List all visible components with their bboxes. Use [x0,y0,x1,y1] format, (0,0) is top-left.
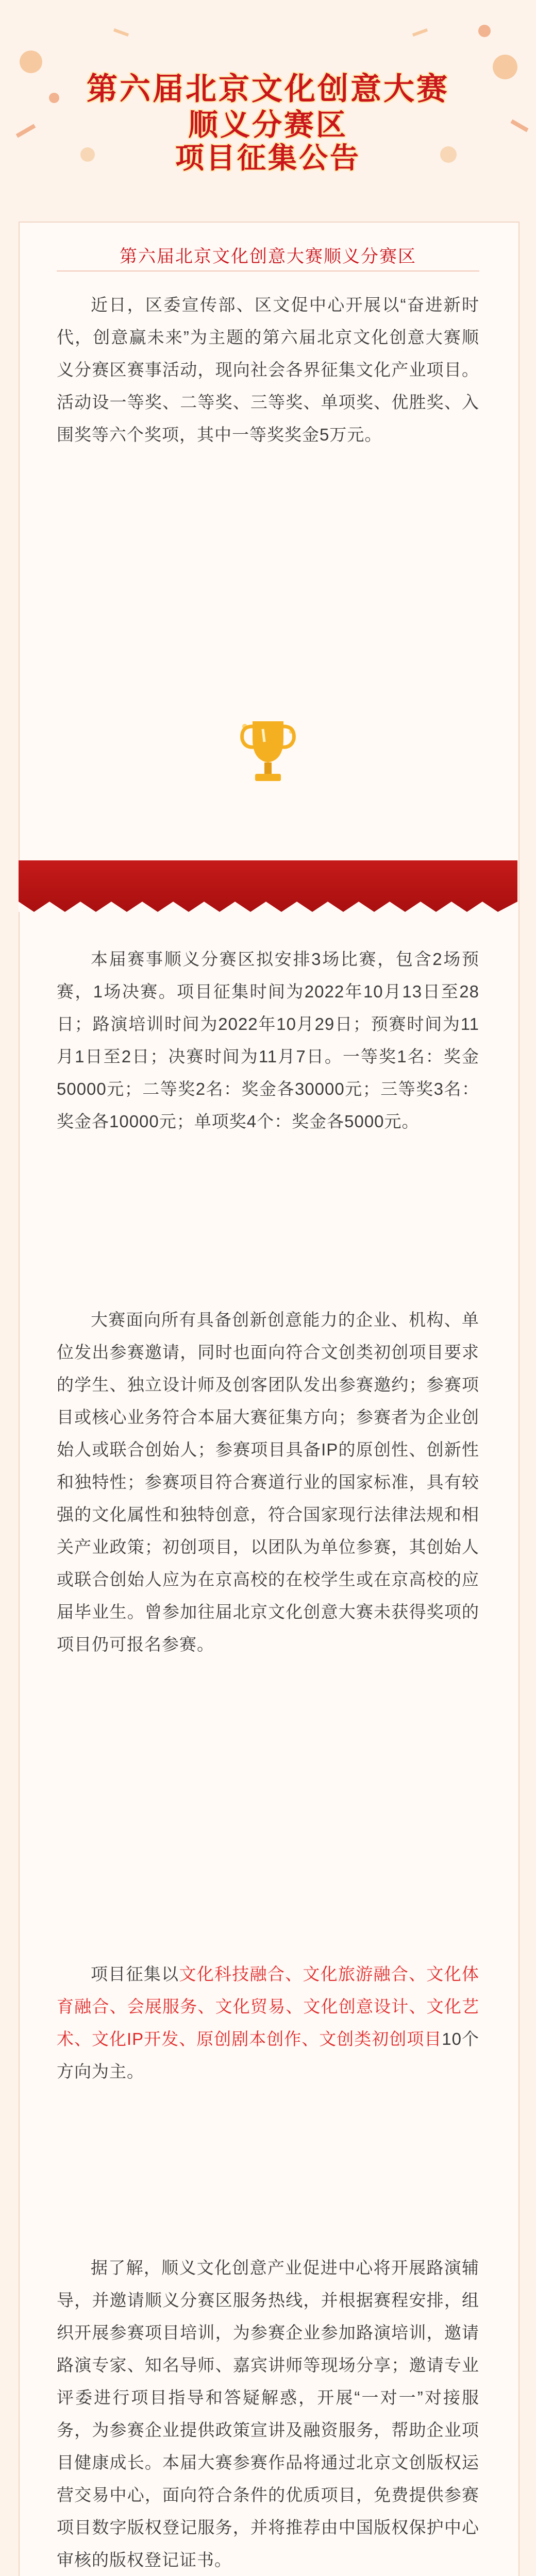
trophy-icon [234,711,301,793]
paragraph-text: 大赛面向所有具备创新创意能力的企业、机构、单位发出参赛邀请，同时也面向符合文创类初创项目要求的学生、独立设计师及创客团队发出参赛邀约；参赛项目或核心业务符合本届大赛征集方向；参赛者为企业创始人或联合创始人；参赛项目具备IP的原创性、创新性和独特性；参赛项目符合赛道行业的国家标准，具有较强的文化属性和独特创意，符合国家现行法律法规和相关产业政策；初创项目，以团队为单位参赛，其创始人或联合创始人应为在京高校的在校学生或在京高校的应届毕业生。曾参加往届北京文化创意大赛未获得奖项的项目仍可报名参赛。 [57,1310,479,1654]
subtitle-divider [57,270,479,272]
eligibility-paragraph [57,1303,479,1660]
page-title-line-2: 顺义分赛区 [188,107,348,142]
section-divider-band [19,860,517,912]
paragraph-text: 近日，区委宣传部、区文促中心开展以“奋进新时代，创意赢未来”为主题的第六届北京文化创意大赛顺义分赛区赛事活动，现向社会各界征集文化产业项目。活动设一等奖、二等奖、三等奖、单项奖、优胜奖、入围奖等六个奖项，其中一等奖奖金5万元。 [57,295,479,444]
header-banner [0,0,536,185]
page-title-line-1: 第六届北京文化创意大赛 [87,71,449,107]
page-title-line-3: 项目征集公告 [175,142,361,175]
schedule-paragraph [57,943,479,1138]
direction-highlight: 文化科技融合、文化旅游融合、文化体育融合、会展服务、文化贸易、文化创意设计、文化艺术、文化IP开发、原创剧本创作、文创类初创项目 [57,1964,480,2048]
direction-lead: 项目征集以 [91,1964,179,1984]
paragraph-text [57,1958,479,2088]
paragraph-text: 据了解，顺义文化创意产业促进中心将开展路演辅导，并邀请顺义分赛区服务热线，并根据赛程安排，组织开展参赛项目培训，为参赛企业参加路演培训，邀请路演专家、知名导师、嘉宾讲师等现场分享；邀请专业评委进行项目指导和答疑解惑，开展“一对一”对接服务，为参赛企业提供政策宣讲及融资服务，帮助企业项目健康成长。本届大赛参赛作品将通过北京文创版权运营交易中心，面向符合条件的优质项目，免费提供参赛项目数字版权登记服务，并将推荐由中国版权保护中心审核的版权登记证书。 [57,2258,479,2569]
band-pattern [19,891,517,912]
card-subtitle: 第六届北京文化创意大赛顺义分赛区 [120,247,416,266]
direction-tail: 10个方向为主。 [57,2029,479,2081]
direction-paragraph [57,1958,479,2088]
paragraph-text: 本届赛事顺义分赛区拟安排3场比赛，包含2场预赛，1场决赛。项目征集时间为2022年10月13日至28日；路演培训时间为2022年10月29日；预赛时间为11月1日至2日；决赛时间为11月7日。一等奖1名：奖金50000元；二等奖2名：奖金各30000元；三等奖3名：奖金各10000元；单项奖4个：奖金各5000元。 [57,950,479,1131]
service-paragraph [57,2251,479,2576]
intro-paragraph [57,289,479,451]
